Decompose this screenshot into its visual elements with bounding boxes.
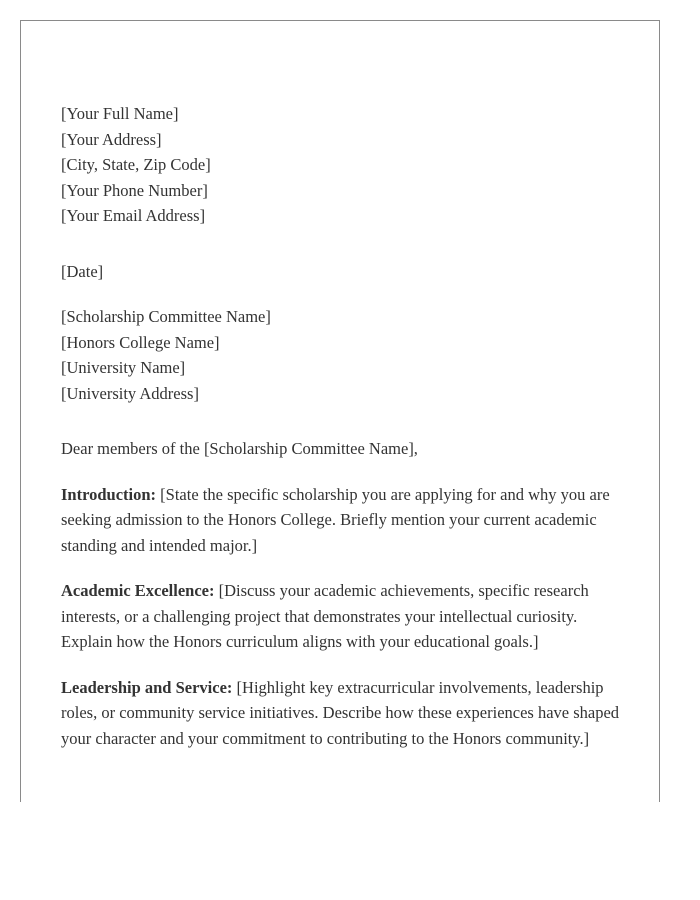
section-academic-excellence	[61, 578, 621, 655]
sender-address: [Your Address]	[61, 129, 162, 149]
section-heading: Introduction:	[61, 484, 157, 504]
letter-page	[20, 20, 660, 802]
salutation: Dear members of the [Scholarship Committee Name],	[61, 439, 418, 458]
section-body: [State the specific scholarship you are applying for and why you are seeking admission to the Honors College. Briefly mention your current academic standing and intended major.]	[61, 484, 610, 555]
recipient-college: [Honors College Name]	[61, 332, 220, 352]
letter-content	[61, 101, 621, 771]
recipient-committee: [Scholarship Committee Name]	[61, 307, 271, 326]
recipient-block	[61, 304, 621, 406]
section-leadership-service	[61, 675, 621, 752]
section-heading: Academic Excellence:	[61, 581, 215, 600]
section-body: [Highlight key extracurricular involvements, leadership roles, or community service initiatives. Describe how these experiences have shaped your character and your commitment to contributing to the Honors community.]	[61, 677, 620, 748]
sender-phone: [Your Phone Number]	[61, 180, 208, 200]
sender-city-state-zip: [City, State, Zip Code]	[61, 155, 211, 174]
sender-email: [Your Email Address]	[61, 206, 206, 225]
section-heading: Leadership and Service:	[61, 677, 233, 697]
section-body: [Discuss your academic achievements, specific research interests, or a challenging project that demonstrates your intellectual curiosity. Explain how the Honors curriculum aligns with your educational goals.]	[61, 581, 589, 651]
sender-block	[61, 101, 621, 229]
section-introduction	[61, 482, 621, 559]
letter-date: [Date]	[61, 261, 104, 281]
recipient-university: [University Name]	[61, 358, 186, 377]
date-block	[61, 259, 621, 285]
sender-name: [Your Full Name]	[61, 104, 179, 123]
recipient-university-address: [University Address]	[61, 383, 199, 403]
